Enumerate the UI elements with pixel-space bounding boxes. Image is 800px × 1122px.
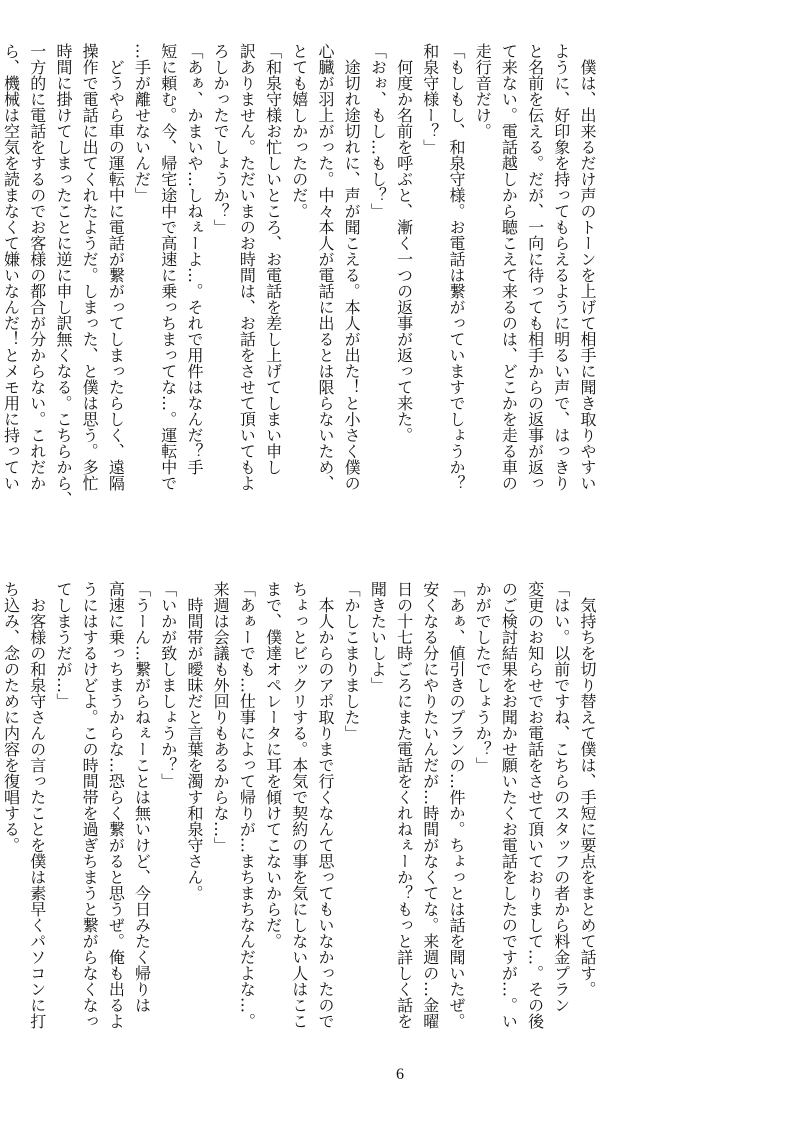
text-column: ろしかったでしょうか？」	[211, 43, 231, 235]
text-column: 一方的に電話をするのでお客様の都合が分からない。これだか	[27, 43, 47, 491]
text-column: 変更のお知らせでお電話をさせて頂いておりまして…。その後	[525, 581, 545, 1029]
text-column: ように、好印象を持ってもらえるように明るい声で、はっきり	[551, 43, 571, 491]
text-column: 「あぁ、値引きのプランの…件か。ちょっとは話を聞いたぜ。	[446, 581, 466, 1029]
text-column: 途切れ途切れに、声が聞こえる。本人が出た！と小さく僕の	[342, 43, 362, 491]
text-column: てしまうだが…」	[53, 581, 73, 709]
text-column: かがでしたでしょうか？」	[473, 581, 493, 773]
text-column: て来ない。電話越しから聴こえて来るのは、どこかを走る車の	[499, 43, 519, 491]
text-column: と名前を伝える。だが、一向に待っても相手からの返事が返っ	[525, 43, 545, 491]
text-column: 「和泉守様お忙しいところ、お電話を差し上げてしまい申し	[263, 43, 283, 475]
text-column: お客様の和泉守さんの言ったことを僕は素早くパソコンに打	[27, 581, 47, 1029]
text-column: 聞きたいしよ」	[368, 581, 388, 693]
text-column: 心臓が羽上がった。中々本人が電話に出るとは限らないため、	[315, 43, 335, 491]
text-column: 走行音だけ。	[473, 43, 493, 139]
text-column: 時間帯が曖昧だと言葉を濁す和泉守さん。	[184, 581, 204, 901]
text-column: 「もしもし、和泉守様。お電話は繋がっていますでしょうか？	[446, 43, 466, 491]
text-column: 「はい。以前ですね、こちらのスタッフの者から料金プラン	[551, 581, 571, 1013]
text-column: …手が離せないんだ」	[132, 43, 152, 203]
text-column: 気持ちを切り替えて僕は、手短に要点をまとめて話す。	[578, 581, 597, 997]
text-block-bottom	[1, 581, 600, 1063]
text-column: のご検討結果をお聞かせ願いたくお電話をしたのですが…。い	[499, 581, 519, 1029]
text-column: ちょっとビックリする。本気で契約の事を気にしない人はここ	[289, 581, 309, 1029]
text-column: まで、僕達オペレータに耳を傾けてこないからだ。	[263, 581, 283, 949]
text-column: 本人からのアポ取りまで行くなんて思ってもいなかったので	[315, 581, 335, 1029]
text-column: 日の十七時ごろにまた電話をくれねぇーか？もっと詳しく話を	[394, 581, 414, 1029]
text-column: 「あぁーでも…仕事によって帰りが…まちまちなんだよな…。	[237, 581, 257, 1029]
text-column: ら、機械は空気を読まなくて嫌いなんだ！とメモ用に持ってい	[1, 43, 21, 491]
text-column: 「かしこまりました」	[342, 581, 362, 741]
text-column: どうやら車の運転中に電話が繋がってしまったらしく、遠隔	[106, 43, 126, 491]
text-column: 和泉守様ー？」	[420, 43, 440, 155]
text-column: 「うーん…繋がらねぇーことは無いけど、今日みたく帰りは	[132, 581, 152, 1013]
page-number: 6	[396, 1066, 404, 1083]
text-column: 高速に乗っちまうからな…恐らく繋がると思うぜ。俺も出るよ	[106, 581, 126, 1029]
text-column: うにはするけどよ。この時間帯を過ぎちまうと繋がらなくなっ	[80, 581, 100, 1029]
text-column: 訳ありません。ただいまのお時間は、お話をさせて頂いてもよ	[237, 43, 257, 491]
text-column: 「いかが致しましょうか？」	[158, 581, 178, 789]
text-column: 短に頼む。今、帰宅途中で高速に乗っちまってな…。運転中で	[158, 43, 178, 491]
text-column: 時間に掛けてしまったことに逆に申し訳無くなる。こちらから、	[53, 43, 73, 507]
text-block-top	[1, 43, 600, 525]
text-column: 「おぉ、もし…もし？」	[368, 43, 388, 219]
text-column: 安くなる分にやりたいんだが…時間がなくてな。来週の…金曜	[420, 581, 440, 1029]
text-column: 何度か名前を呼ぶと、漸く一つの返事が返って来た。	[394, 43, 414, 443]
text-column: とても嬉しかったのだ。	[289, 43, 309, 219]
text-column: 「あぁ、かまいや…しねぇーよ…。それで用件はなんだ？手	[184, 43, 204, 475]
text-column: 僕は、出来るだけ声のトーンを上げて相手に聞き取りやすい	[578, 43, 597, 491]
text-column: 来週は会議も外回りもあるからな…」	[211, 581, 231, 853]
text-column: 操作で電話に出てくれたようだ。しまった、と僕は思う。多忙	[80, 43, 100, 491]
text-column: ち込み、念のために内容を復唱する。	[1, 581, 21, 853]
